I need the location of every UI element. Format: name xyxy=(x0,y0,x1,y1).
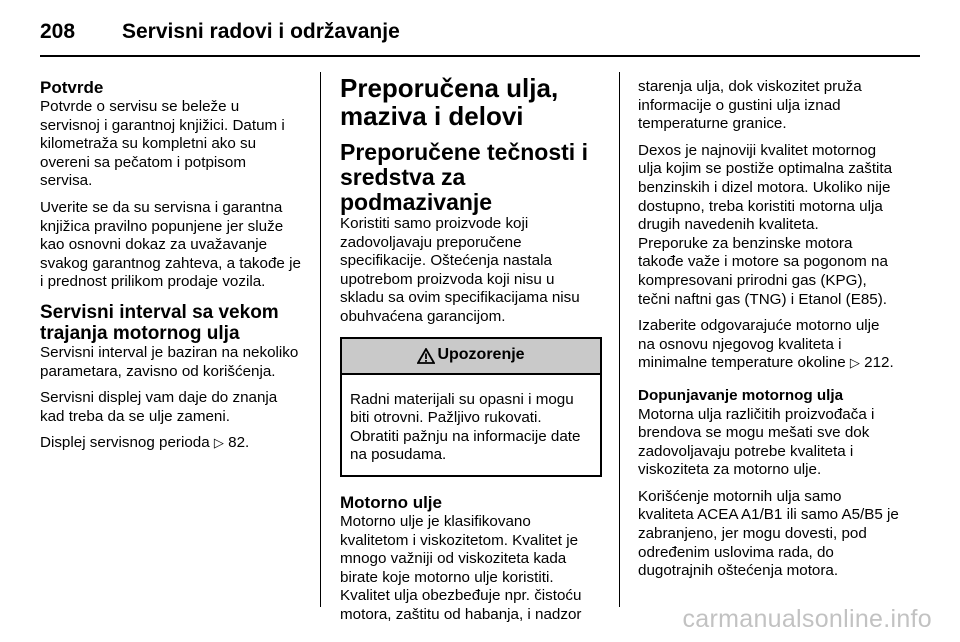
paragraph: Potvrde o servisu se beleže u servisnoj i garantnoj knjižici. Datum i kilometraža su kompletni ako su overeni sa pečatom i potpisom servisa. xyxy=(40,98,285,190)
section-heading: Preporučene tečnosti i sredstva za podmazivanje xyxy=(340,139,588,215)
warning-triangle-icon xyxy=(417,348,435,364)
warning-title: Upozorenje xyxy=(437,346,525,364)
chapter-heading: Preporučena ulja, maziva i delovi xyxy=(340,73,559,131)
page-header xyxy=(40,14,400,50)
column-2 xyxy=(340,74,602,633)
column-1 xyxy=(40,78,302,461)
section-heading: Motorno ulje xyxy=(340,492,442,512)
paragraph xyxy=(40,434,302,453)
paragraph: Dexos je najnoviji kvalitet motornog ulja kojim se postiže optimalna zaštita benzinskih i dizel motora. Ukoliko nije dostupno, treba koristiti motorna ulja drugih navedenih kvaliteta. xyxy=(638,141,893,234)
page-number: 208 xyxy=(40,20,76,43)
paragraph: Servisni displej vam daje do znanja kad treba da se ulje zameni. xyxy=(40,389,278,425)
paragraph: Servisni interval je baziran na nekoliko parametara, zavisno od korišćenja. xyxy=(40,343,299,380)
page-title: Servisni radovi i održavanje xyxy=(122,20,400,43)
section-heading: Servisni interval sa vekom trajanja motornog ulja xyxy=(40,301,279,344)
column-divider xyxy=(320,72,321,607)
paragraph: Korišćenje motornih ulja samo kvaliteta ACEA A1/B1 ili samo A5/B5 je zabranjeno, jer mogu dovesti, pod određenim uslovima rada, do dugotrajnih oštećenja motora. xyxy=(638,487,899,580)
column-divider xyxy=(619,72,620,607)
page-reference-icon[interactable]: ▷ xyxy=(213,435,224,451)
warning-box xyxy=(340,337,602,477)
paragraph xyxy=(638,317,900,373)
paragraph: Uverite se da su servisna i garantna knjižica pravilno popunjene jer služe kao osnovni dokaz za uvažavanje svakog garantnog zahteva, a takođe je i prednost prilikom prodaje vozila. xyxy=(40,198,301,291)
paragraph: Koristiti samo proizvode koji zadovoljavaju preporučene specifikacije. Oštećenja nastala upotrebom proizvoda koji nisu u skladu sa ovim specifikacijama nisu obuhvaćena garancijom. xyxy=(340,215,580,325)
paragraph-text: Displej servisnog perioda xyxy=(40,434,214,452)
paragraph: starenja ulja, dok viskozitet pruža informacije o gustini ulja iznad temperaturne granice. xyxy=(638,78,862,133)
paragraph: Motorna ulja različitih proizvođača i brendova se mogu mešati sve dok zadovoljavaju potrebe kvaliteta i viskoziteta za motorno ulje. xyxy=(638,405,875,479)
watermark: carmanualsonline.info xyxy=(682,605,932,633)
section-heading: Potvrde xyxy=(40,78,104,97)
page-reference-link[interactable]: 82. xyxy=(228,434,250,452)
page-reference-link[interactable]: 212. xyxy=(864,354,894,372)
header-rule xyxy=(40,55,920,57)
warning-header xyxy=(342,339,600,375)
warning-text: Radni materijali su opasni i mogu biti otrovni. Pažljivo rukovati. Obratiti pažnju na informacije date na posudama. xyxy=(350,390,581,464)
page-reference-icon[interactable]: ▷ xyxy=(849,355,860,371)
column-3 xyxy=(638,78,900,589)
paragraph: Motorno ulje je klasifikovano kvalitetom i viskozitetom. Kvalitet je mnogo važniji od viskoziteta kada birate koje motorno ulje koristiti. Kvalitet ulja obezbeđuje npr. čistoću motora, zaštitu od habanja, i nadzor xyxy=(340,512,582,623)
paragraph-text: Izaberite odgovarajuće motorno ulje na osnovu njegovog kvaliteta i minimalne temperature okoline xyxy=(638,317,880,372)
subsection-heading: Dopunjavanje motornog ulja xyxy=(638,386,844,404)
paragraph: Preporuke za benzinske motora takođe važe i motore sa pogonom na kompresovani prirodni gas (KPG), tečni naftni gas (TNG) i Etanol (E85). xyxy=(638,234,888,308)
